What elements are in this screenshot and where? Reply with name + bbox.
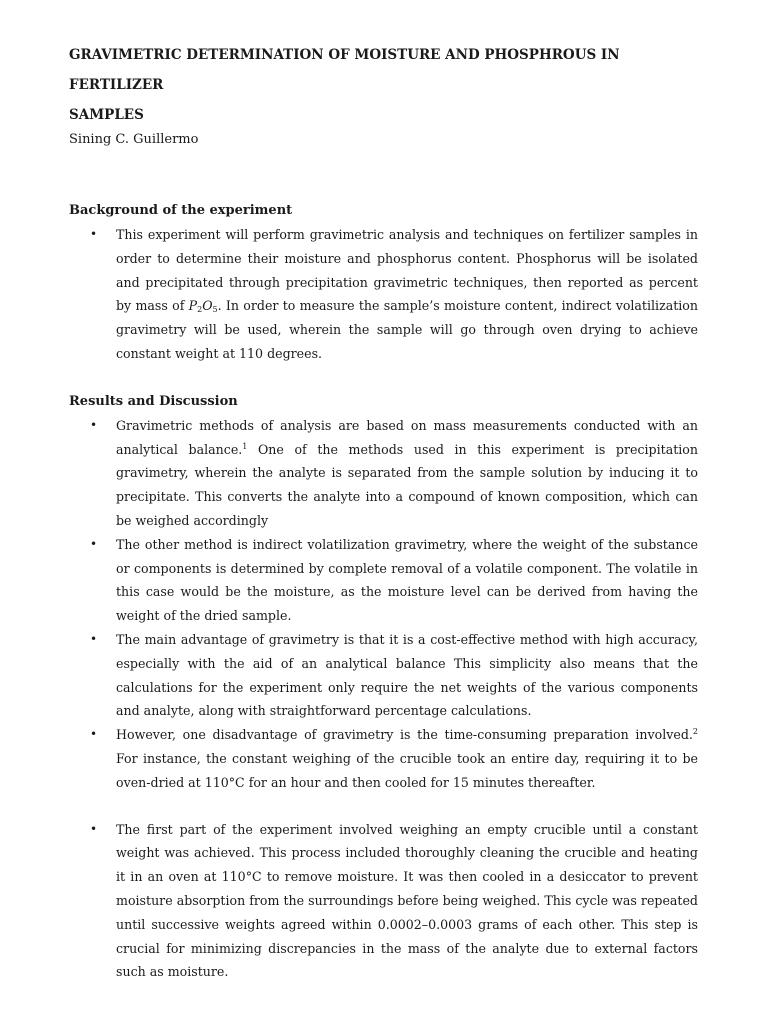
bullet-icon: •	[90, 821, 98, 836]
bullet-icon: •	[90, 536, 98, 551]
paragraph-text: The first part of the experiment involved weighing an empty crucible until a constant weight was achieved. This process included thoroughly cleaning the crucible and heating it in an oven at 110°C to remove moisture. It was then cooled in a desiccator to prevent moisture absorption from the surroundings before being weighed. This cycle was repeated until successive weights agreed within 0.0002–0.0003 grams of each other. This step is crucial for minimizing discrepancies in the mass of the analyte due to external factors such as moisture.	[116, 821, 698, 980]
list-item	[69, 818, 698, 985]
bullet-icon: •	[90, 631, 98, 646]
citation-ref: 2	[692, 727, 698, 737]
title-line-2: SAMPLES	[69, 107, 144, 123]
background-list	[69, 223, 698, 366]
paragraph-text: The main advantage of gravimetry is that it is a cost-effective method with high accuracy, especially with the aid of an analytical balance This simplicity also means that the calculations for the experiment only require the net weights of the various components and analyte, along with straightforward percentage calculations.	[116, 631, 698, 719]
paragraph-text: Gravimetric methods of analysis are based on mass measurements conducted with an analytical balance.	[116, 417, 698, 457]
p2o5-formula: $P_2O_5$	[188, 298, 218, 315]
list-item	[69, 223, 698, 366]
citation-ref: 1	[242, 441, 248, 451]
paragraph-text: The other method is indirect volatilization gravimetry, where the weight of the substance or components is determined by complete removal of a volatile component. The volatile in this case would be the moisture, as the moisture level can be derived from having the weight of the dried sample.	[116, 536, 698, 624]
background-heading: Background of the experiment	[69, 203, 293, 218]
list-item	[69, 533, 698, 628]
paragraph-text: However, one disadvantage of gravimetry is the time-consuming preparation involved.	[116, 727, 693, 743]
author-name: Sining C. Guillermo	[69, 132, 199, 147]
bullet-icon: •	[90, 727, 98, 742]
list-item	[69, 723, 698, 794]
results-heading: Results and Discussion	[69, 393, 238, 409]
document-page	[69, 40, 698, 984]
bullet-icon: •	[90, 417, 98, 432]
paragraph-text: One of the methods used in this experiment is precipitation gravimetry, wherein the analyte is separated from the sample solution by inducing it to precipitate. This converts the analyte into a compound of known composition, which can be weighed accordingly	[116, 441, 698, 528]
paragraph-text: For instance, the constant weighing of the crucible took an entire day, requiring it to be oven-dried at 110°C for an hour and then cooled for 15 minutes thereafter.	[116, 750, 698, 790]
list-item	[69, 628, 698, 723]
title-line-1: GRAVIMETRIC DETERMINATION OF MOISTURE AND PHOSPHROUS IN FERTILIZER	[69, 47, 620, 93]
paragraph-text: . In order to measure the sample’s moisture content, indirect volatilization gravimetry will be used, wherein the sample will go through oven drying to achieve constant weight at 110 degrees.	[116, 298, 699, 361]
bullet-icon: •	[90, 227, 98, 241]
results-list	[69, 414, 698, 984]
paragraph-text: This experiment will perform gravimetric analysis and techniques on fertilizer samples in order to determine their moisture and phosphorus content. Phosphorus will be isolated and precipitated through precipitation gravimetric techniques, then reported as percent by mass of	[116, 227, 698, 314]
document-title	[69, 40, 698, 130]
list-item	[69, 414, 698, 533]
